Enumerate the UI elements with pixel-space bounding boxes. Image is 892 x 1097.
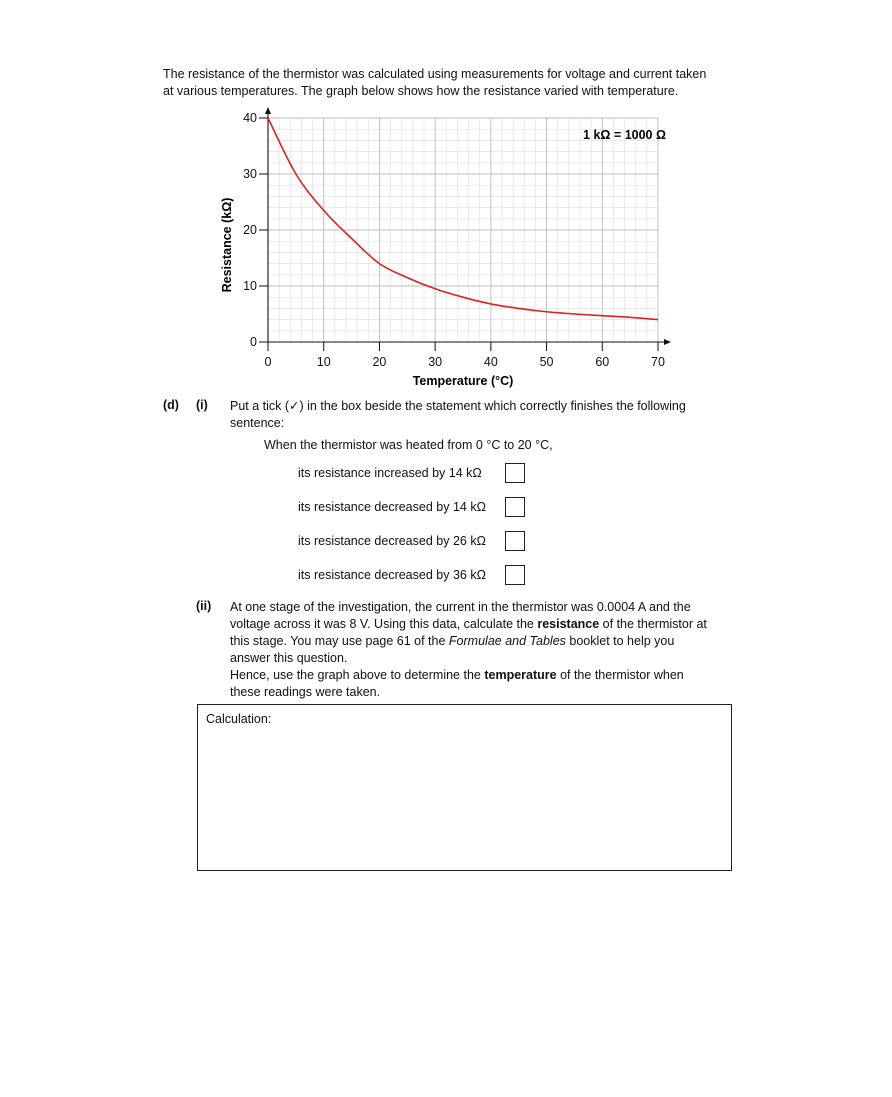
y-tick-label: 10 [243,279,257,293]
x-tick-label: 40 [483,355,498,369]
x-tick-label: 60 [595,355,610,369]
intro-line-2: at various temperatures. The graph below shows how the resistance varied with temperature. [163,84,679,98]
option-1-tickbox[interactable] [505,463,525,483]
question-d-ii-line-4: answer this question. [230,651,348,665]
option-2-text: its resistance decreased by 14 kΩ [298,500,486,514]
y-tick-label: 0 [250,335,257,349]
option-4-tickbox[interactable] [505,565,525,585]
x-tick-label: 20 [372,355,387,369]
y-axis-label: Resistance (kΩ) [220,197,234,293]
x-tick-label: 10 [316,355,331,369]
x-axis-arrow [664,339,671,345]
x-tick-label: 0 [264,355,272,369]
y-tick-label: 30 [243,167,257,181]
question-d-ii-line-6: these readings were taken. [230,685,381,699]
intro-line-1: The resistance of the thermistor was calculated using measurements for voltage and current taken [163,67,707,81]
question-d-ii-label: (ii) [196,599,212,613]
calculation-answer-box[interactable] [197,704,732,871]
x-tick-label: 70 [651,355,665,369]
tick-labels [243,111,665,369]
x-tick-label: 30 [428,355,443,369]
y-axis-arrow [265,107,271,114]
y-tick-label: 20 [243,223,257,237]
question-d-i-line-2: sentence: [230,416,285,430]
y-tick-label: 40 [243,111,257,125]
question-d-ii-text [230,599,750,701]
question-d-ii-line-5: Hence, use the graph above to determine the temperature of the thermistor when [230,668,684,682]
question-d-label: (d) [163,398,179,412]
x-axis-label: Temperature (°C) [412,374,514,388]
unit-annotation: 1 kΩ = 1000 Ω [583,128,666,142]
resistance-temperature-graph [0,0,892,400]
option-3-text: its resistance decreased by 26 kΩ [298,534,486,548]
x-tick-label: 50 [539,355,554,369]
question-d-ii-line-3: this stage. You may use page 61 of the Formulae and Tables booklet to help you [230,634,675,648]
option-3-tickbox[interactable] [505,531,525,551]
question-d-ii-line-1: At one stage of the investigation, the current in the thermistor was 0.0004 A and the [230,600,691,614]
calculation-label: Calculation: [206,712,272,726]
axes [265,107,671,345]
question-d-i-text [230,398,750,432]
option-1-text: its resistance increased by 14 kΩ [298,466,482,480]
question-d-i-label: (i) [196,398,208,412]
question-d-i-lead: When the thermistor was heated from 0 °C to 20 °C, [264,438,553,452]
option-4-text: its resistance decreased by 36 kΩ [298,568,486,582]
option-2-tickbox[interactable] [505,497,525,517]
question-d-ii-line-2: voltage across it was 8 V. Using this data, calculate the resistance of the thermistor at [230,617,707,631]
question-d-i-line-1: Put a tick (✓) in the box beside the statement which correctly finishes the following [230,399,686,413]
